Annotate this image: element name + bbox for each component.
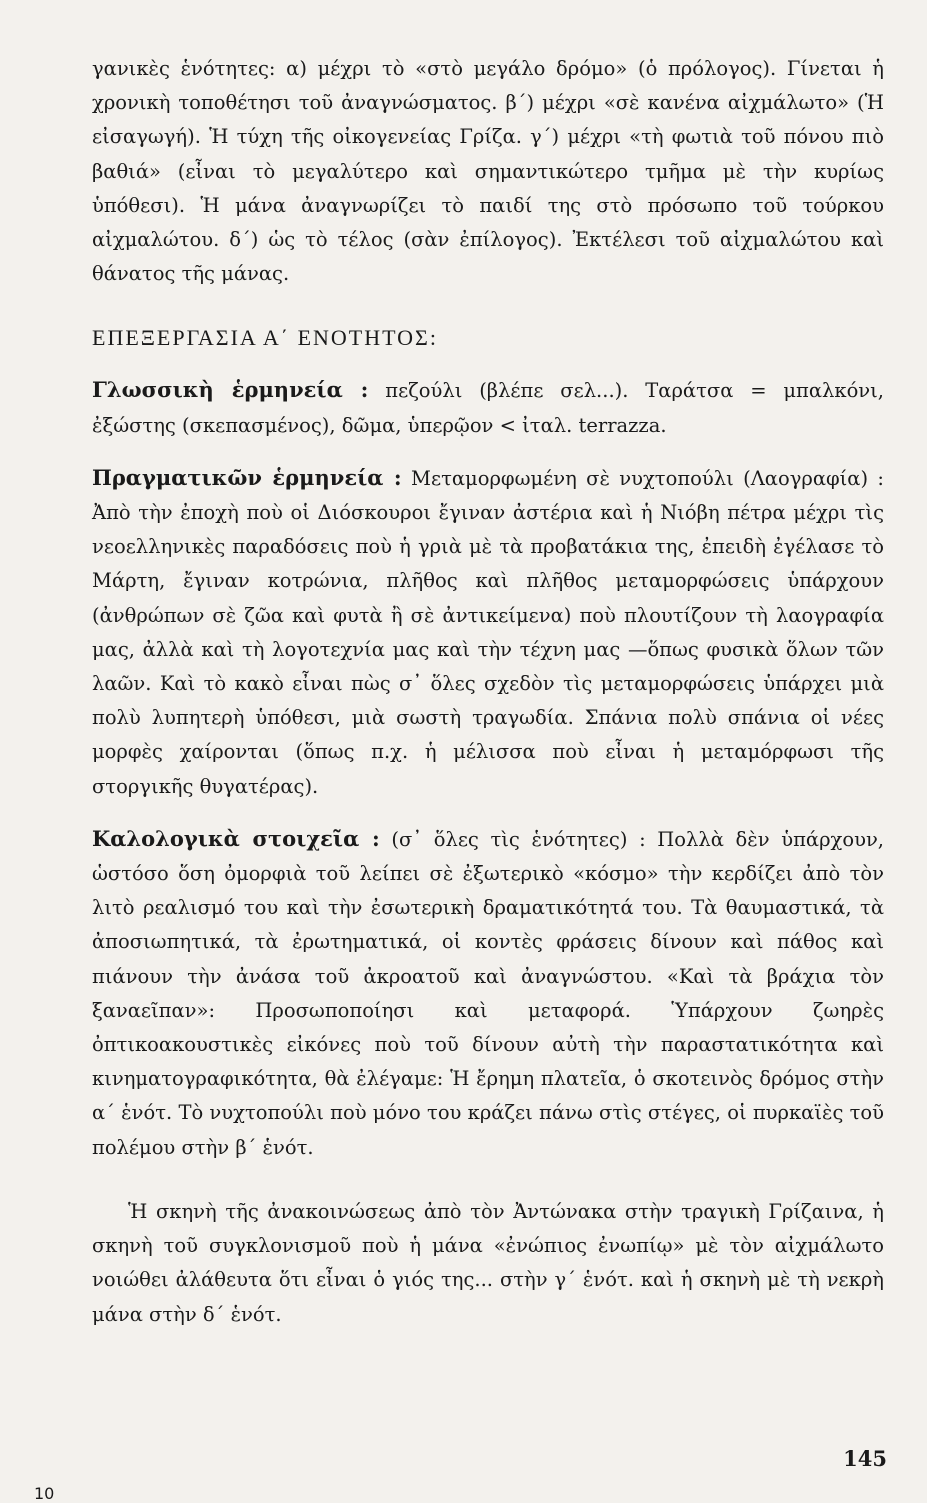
closing-paragraph: Ἡ σκηνὴ τῆς ἀνακοινώσεως ἀπὸ τὸν Ἀντώνακα στὴν τραγικὴ Γρίζαινα, ἡ σκηνὴ τοῦ συγκλονισμοῦ ποὺ ἡ μάνα «ἐνώπιος ἐνωπίῳ» μὲ τὸν αἰχμάλωτο νοιώθει ἀλάθευτα ὅτι εἶναι ὁ γιός της... στὴν γ΄ ἑνότ. καὶ ἡ σκηνὴ μὲ τὴ νεκρὴ μάνα στὴν δ΄ ἑνότ. — [92, 1199, 884, 1326]
factual-text: Μεταμορφωμένη σὲ νυχτοπούλι (Λαογραφία) : Ἀπὸ τὴν ἐποχὴ ποὺ οἱ Διόσκουροι ἔγιναν ἀστέρια καὶ ἡ Νιόβη πέτρα μέχρι τὶς νεοελληνικὲς παραδόσεις ποὺ ἡ γριὰ μὲ τὰ προβατάκια της, ἐπειδὴ ἐγέλασε τὸ Μάρτη, ἔγιναν κοτρώνια, πλῆθος καὶ πλῆθος μεταμορφώσεις ὑπάρχουν (ἀνθρώπων σὲ ζῶα καὶ φυτὰ ἢ σὲ ἀντικείμενα) ποὺ πλουτίζουν τὴ λαογραφία μας, ἀλλὰ καὶ τὴ λογοτεχνία μας καὶ τὴν τέχνη μας —ὅπως φυσικὰ ὅλων τῶν λαῶν. Καὶ τὸ κακὸ εἶναι πὼς σ᾽ ὅλες σχεδὸν τὶς μεταμορφώσεις ὑπάρχει μιὰ πολὺ λυπητερὴ ὑπόθεσι, μιὰ σωστὴ τραγωδία. Σπάνια πολὺ σπάνια οἱ νέες μορφὲς χαίρονται (ὅπως π.χ. ἡ μέλισσα ποὺ εἶναι ἡ μεταμόρφωσι τῆς στοργικῆς θυγατέρας). — [92, 466, 884, 798]
sheet-mark: 10 — [34, 1484, 55, 1503]
glossary-paragraph — [92, 373, 884, 442]
aesthetic-paragraph — [92, 822, 884, 1165]
page-number: 145 — [843, 1446, 887, 1471]
intro-paragraph: γανικὲς ἑνότητες: α) μέχρι τὸ «στὸ μεγάλο δρόμο» (ὁ πρόλογος). Γίνεται ἡ χρονικὴ τοποθέτησι τοῦ ἀναγνώσματος. β΄) μέχρι «σὲ κανένα αἰχμάλωτο» (Ἡ εἰσαγωγή). Ἡ τύχη τῆς οἰκογενείας Γρίζα. γ΄) μέχρι «τὴ φωτιὰ τοῦ πόνου πιὸ βαθιά» (εἶναι τὸ μεγαλύτερο καὶ σημαντικώτερο τμῆμα μὲ τὴν κυρίως ὑπόθεσι). Ἡ μάνα ἀναγνωρίζει τὸ παιδί της στὸ πρόσωπο τοῦ τούρκου αἰχμαλώτου. δ΄) ὡς τὸ τέλος (σὰν ἐπίλογος). Ἐκτέλεσι τοῦ αἰχμαλώτου καὶ θάνατος τῆς μάνας. — [92, 57, 884, 286]
text-column — [92, 52, 884, 1332]
aesthetic-label: Καλολογικὰ στοιχεῖα : — [92, 825, 380, 851]
glossary-label: Γλωσσικὴ ἑρμηνεία : — [92, 377, 369, 403]
section-heading: ΕΠΕΞΕΡΓΑΣΙΑ Α΄ ΕΝΟΤΗΤΟΣ: — [92, 325, 438, 351]
factual-paragraph — [92, 461, 884, 804]
aesthetic-text: (σ᾽ ὅλες τὶς ἑνότητες) : Πολλὰ δὲν ὑπάρχουν, ὡστόσο ὅση ὀμορφιὰ τοῦ λείπει σὲ ἐξωτερικὸ «κόσμο» τὴν κερδίζει ἀπὸ τὸν λιτὸ ρεαλισμό του καὶ τὴν ἐσωτερικὴ δραματικότητά του. Τὰ θαυμαστικά, τὰ ἀποσιωπητικά, τὰ ἐρωτηματικά, οἱ κοντὲς φράσεις δίνουν καὶ πάθος καὶ πιάνουν τὴν ἀνάσα τοῦ ἀκροατοῦ καὶ ἀναγνώστου. «Καὶ τὰ βράχια τὸν ξαναεῖπαν»: Προσωποποίησι καὶ μεταφορά. Ὑπάρχουν ζωηρὲς ὀπτικοακουστικὲς εἰκόνες ποὺ τοῦ δίνουν αὐτὴ τὴν παραστατικότητα καὶ κινηματογραφικότητα, θὰ ἐλέγαμε: Ἡ ἔρημη πλατεῖα, ὁ σκοτεινὸς δρόμος στὴν α΄ ἑνότ. Τὸ νυχτοπούλι ποὺ μόνο του κράζει πάνω στὶς στέγες, οἱ πυρκαϊὲς τοῦ πολέμου στὴν β΄ ἑνότ. — [92, 827, 885, 1159]
glossary-text: πεζούλι (βλέπε σελ...). Ταράτσα = μπαλκόνι, ἐξώστης (σκεπασμένος), δῶμα, ὑπερῷον < ἰταλ. terrazza. — [92, 379, 885, 437]
factual-label: Πραγματικῶν ἑρμηνεία : — [92, 464, 402, 490]
